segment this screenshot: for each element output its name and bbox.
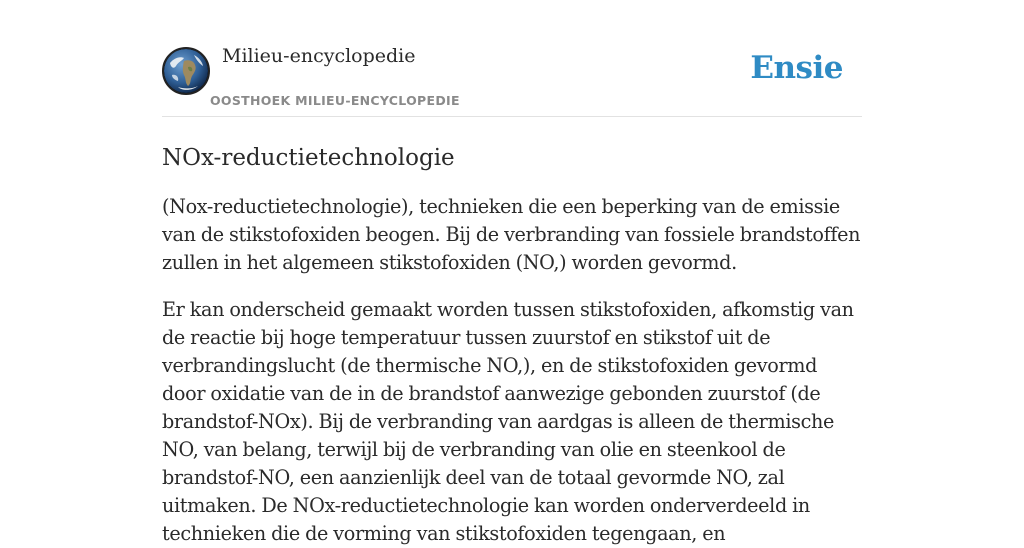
article-paragraph: (Nox-reductietechnologie), technieken die een beperking van de emissie van de stikstofoxiden beogen. Bij de verbranding van fossiele brandstoffen zullen in het algemeen stikstofoxiden (NO,) worden gevormd.: [162, 195, 861, 274]
site-header: [162, 0, 862, 117]
page-container: [162, 0, 862, 548]
article: [162, 143, 862, 548]
article-paragraph: Er kan onderscheid gemaakt worden tussen stikstofoxiden, afkomstig van de reactie bij hoge temperatuur tussen zuurstof en stikstof uit de verbrandingslucht (de thermische NO,), en de stikstofoxiden gevormd door oxidatie van de in de brandstof aanwezige gebonden zuurstof (de brandstof-NOx). Bij de verbranding van aardgas is alleen de thermische NO, van belang, terwijl bij de verbranding van olie en steenkool de brandstof-NO, een aanzienlijk deel van de totaal gevormde NO, zal uitmaken. De NOx-reductietechnologie kan worden onderverdeeld in technieken die de vorming van stikstofoxiden tegengaan, en: [162, 298, 854, 545]
article-title: NOx-reductietechnologie: [162, 145, 455, 171]
site-name[interactable]: Milieu-encyclopedie: [222, 45, 416, 67]
site-subtitle[interactable]: OOSTHOEK MILIEU-ENCYCLOPEDIE: [210, 93, 460, 108]
earth-globe-icon[interactable]: [162, 47, 210, 95]
ensie-logo-link[interactable]: Ensie: [750, 50, 843, 86]
